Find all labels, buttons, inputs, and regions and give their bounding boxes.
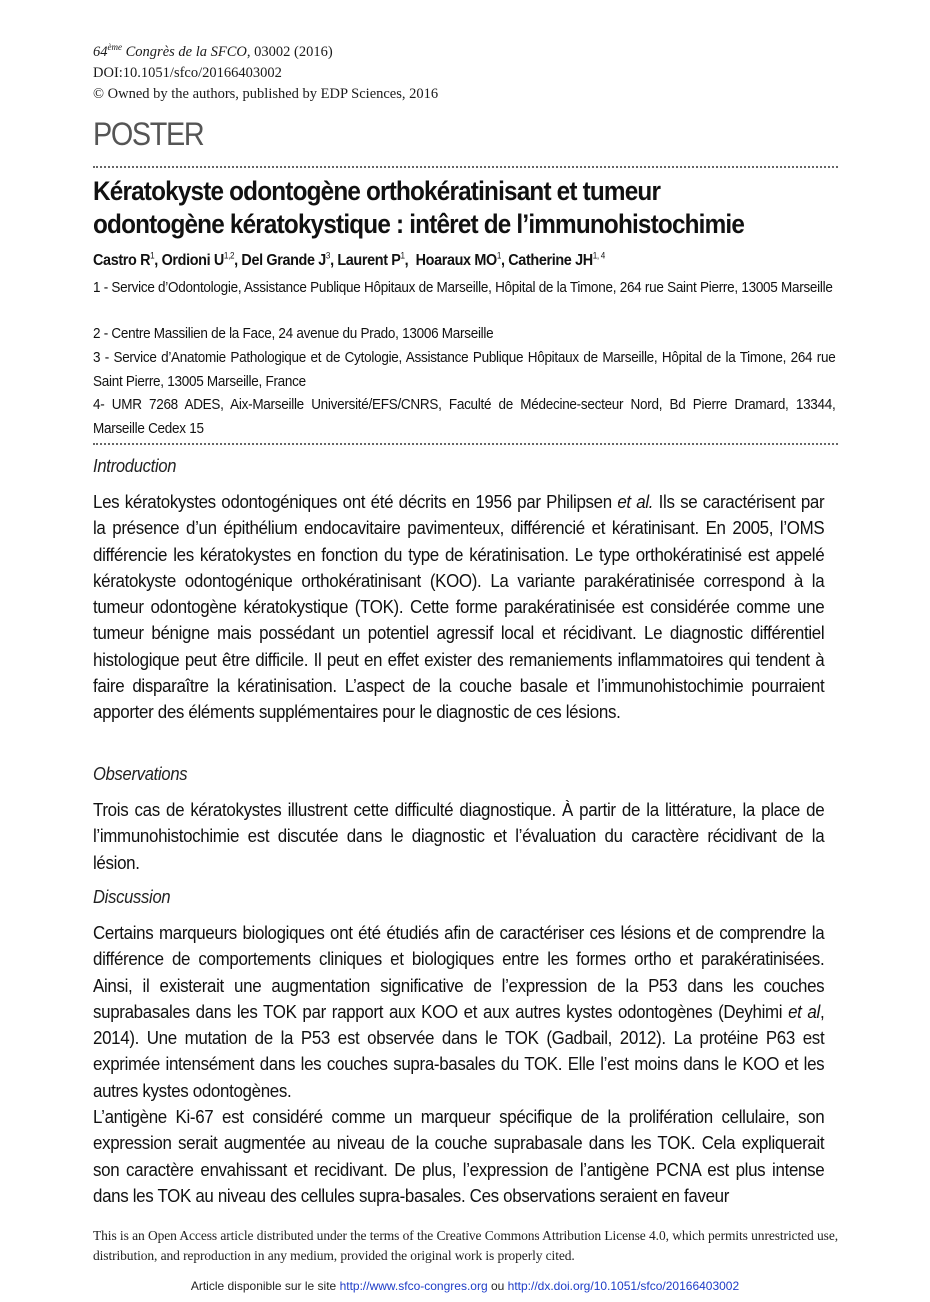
section-heading-introduction: Introduction [93, 456, 177, 476]
section-heading-observations: Observations [93, 764, 188, 784]
availability-line: Article disponible sur le site http://www.sfco-congres.org ou http://dx.doi.org/10.1051/sfco/20166403002 [190, 1279, 740, 1293]
introduction-paragraph: Les kératokystes odontogéniques ont été décrits en 1956 par Philipsen et al. Ils se caractérisent par la présence d’un épithélium endocavitaire pavimenteux, différencié et kératinisant. En 2005, l’OMS différencie les kératokystes en fonction du type de kératinisation. Le type orthokératinisé est appelé kératokyste odontogénique orthokératinisant (KOO). La variante parakératinisée correspond à la tumeur odontogène kératokystique (TOK). Cette forme parakératinisée est considérée comme une tumeur bénigne mais possédant un potentiel agressif local et récidivant. Le diagnostic différentiel histologique peut être difficile. Il peut en effet exister des remaniements inflammatoires qui tendent à faire disparaître la kératinisation. L’aspect de la couche basale et l’immunohistochimie pourraient apporter des éléments supplémentaires pour le diagnostic de ces lésions. [93, 492, 825, 723]
affiliation-2: 2 - Centre Massilien de la Face, 24 avenue du Prado, 13006 Marseille [93, 325, 494, 342]
affiliation-3: 3 - Service d’Anatomie Pathologique et de Cytologie, Assistance Publique Hôpitaux de Marseille, Hôpital de la Timone, 264 rue Saint Pierre, 13005 Marseille, France [93, 349, 836, 390]
congress-number: 64 [93, 43, 108, 60]
divider-top [93, 166, 838, 168]
divider-bottom [93, 443, 838, 445]
affiliation-4: 4- UMR 7268 ADES, Aix-Marseille Université/EFS/CNRS, Faculté de Médecine-secteur Nord, Bd Pierre Dramard, 13344, Marseille Cedex 15 [93, 396, 836, 437]
open-access-license-notice: This is an Open Access article distributed under the terms of the Creative Commons Attribution License 4.0, which permits unrestricted use, distribution, and reproduction in any medium, provided the original work is properly cited. [93, 1228, 838, 1263]
title-line-2: odontogène kératokystique : intêret de l’immunohistochimie [93, 209, 745, 239]
italic-et-al: et al. [617, 492, 654, 512]
doi-line: DOI:10.1051/sfco/20166403002 [93, 64, 282, 81]
discussion-paragraph-1: Certains marqueurs biologiques ont été étudiés afin de caractériser ces lésions et de comprendre la différence de comportements cliniques et biologiques entre les formes ortho et parakératinisées. Ainsi, il existerait une augmentation significative de l’expression de la P53 dans les couches suprabasales dans les TOK par rapport aux KOO et aux autres kystes odontogènes (Deyhimi et al, 2014). Une mutation de la P53 est observée dans le TOK (Gadbail, 2012). La protéine P63 est exprimée intensément dans les couches supra-basales du TOK. Elle l’est moins dans le KOO et les autres kystes odontogènes. [93, 923, 825, 1101]
article-title [93, 175, 777, 241]
congress-line [93, 37, 438, 63]
doi-link[interactable]: http://dx.doi.org/10.1051/sfco/20166403002 [507, 1279, 740, 1293]
italic-et-al: et al [788, 1001, 820, 1022]
copyright-line: © Owned by the authors, published by EDP Sciences, 2016 [93, 85, 439, 102]
author: Catherine JH$^{1, 4}$ [508, 251, 605, 270]
author: Laurent $P^1$, [337, 251, 416, 270]
author: Ordioni U$^{1,2}$, [161, 251, 242, 270]
author: Hoaraux $MO^1$, [415, 251, 509, 270]
section-heading-discussion: Discussion [93, 887, 171, 907]
discussion-paragraphs [93, 920, 824, 1209]
discussion-paragraph-2: L’antigène Ki-67 est considéré comme un marqueur spécifique de la prolifération cellulaire, son expression serait augmentée au niveau de la couche suprabasale dans les TOK. Cela expliquerait son caractère envahissant et recidivant. De plus, l’expression de l’antigène PCNA est plus intense dans les TOK au niveau des cellules supra-basales. Ces observations seraient en faveur [93, 1107, 825, 1206]
affiliation-1: 1 - Service d’Odontologie, Assistance Publique Hôpitaux de Marseille, Hôpital de la Timone, 264 rue Saint Pierre, 13005 Marseille [93, 279, 833, 296]
title-line-1: Kératokyste odontogène orthokératinisant et tumeur [93, 176, 661, 206]
congress-reference: , 03002 (2016) [246, 43, 333, 60]
author-list [93, 251, 605, 270]
observations-paragraph: Trois cas de kératokystes illustrent cette difficulté diagnostique. À partir de la littérature, la place de l’immunohistochimie est discutée dans le diagnostic et l’évaluation du caractère récidivant de la lésion. [93, 800, 825, 873]
congress-name: Congrès de la SFCO [122, 43, 247, 60]
author: Castro $R^1$, [93, 251, 162, 270]
author: Del Grande $J^3$, [241, 251, 338, 270]
sfco-congres-link[interactable]: http://www.sfco-congres.org [339, 1279, 488, 1293]
congress-number-suffix: ème [107, 42, 122, 52]
poster-label: POSTER [93, 116, 204, 152]
article-header-meta [93, 37, 438, 105]
